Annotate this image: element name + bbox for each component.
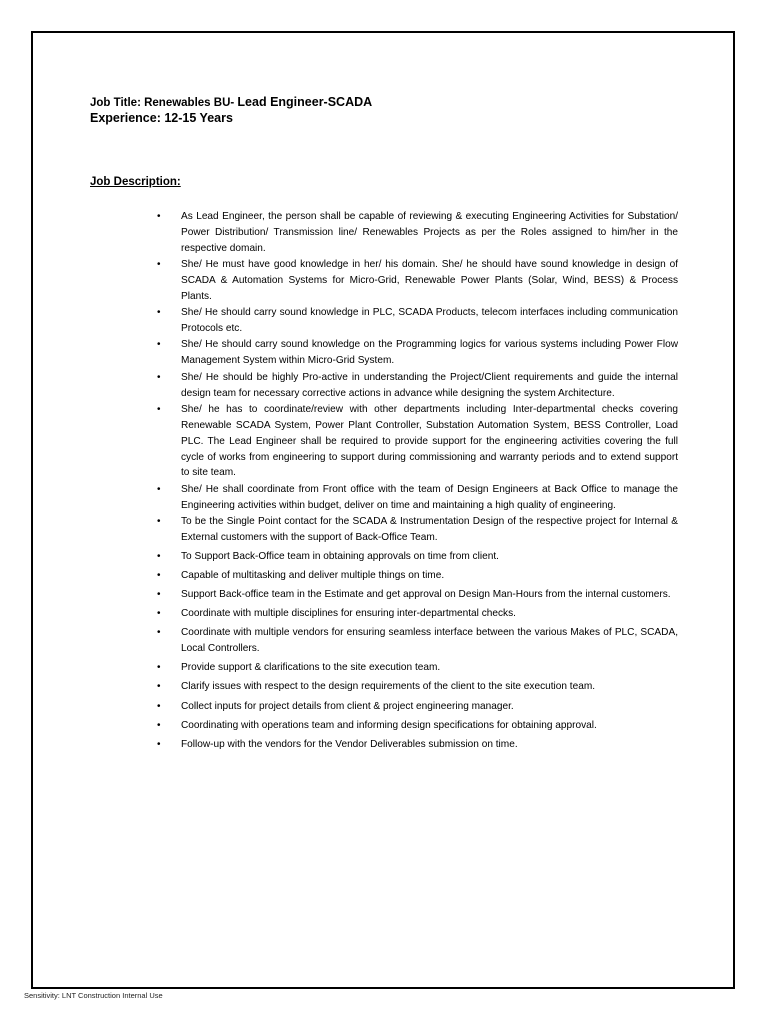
list-item xyxy=(140,718,678,734)
list-item xyxy=(140,209,678,257)
list-item xyxy=(140,568,678,584)
list-item xyxy=(140,737,678,753)
bullet-icon: • xyxy=(157,339,161,351)
bullet-icon: • xyxy=(157,307,161,319)
list-item xyxy=(140,514,678,546)
bullet-icon: • xyxy=(157,719,161,731)
list-item xyxy=(140,549,678,565)
bullet-icon: • xyxy=(157,550,161,562)
job-description-list xyxy=(140,209,678,756)
list-item xyxy=(140,370,678,402)
job-title-value: Lead Engineer-SCADA xyxy=(237,95,373,109)
list-item-text: She/ He shall coordinate from Front office with the team of Design Engineers at Back Office to manage the Engineering activities within budget, deliver on time and maintaining a high quality of engineering. xyxy=(181,483,678,511)
bullet-icon: • xyxy=(157,403,161,415)
job-title xyxy=(90,95,372,109)
list-item-text: Follow-up with the vendors for the Vendor Deliverables submission on time. xyxy=(181,738,518,750)
list-item-text: To be the Single Point contact for the SCADA & Instrumentation Design of the respective project for Internal & External customers with the support of Back-Office Team. xyxy=(181,515,678,543)
list-item xyxy=(140,625,678,657)
list-item xyxy=(140,402,678,482)
bullet-icon: • xyxy=(157,738,161,750)
list-item-text: She/ he has to coordinate/review with other departments including Inter-departmental checks covering Renewable SCADA System, Power Plant Controller, Substation Automation System, BESS Controller, Load PLC. The Lead Engineer shall be required to provide support for the engineering activities covering the full cycle of works from engineering to support during commissioning and warranty periods and to extend support to site team. xyxy=(181,403,678,479)
bullet-icon: • xyxy=(157,589,161,601)
list-item-text: She/ He must have good knowledge in her/ his domain. She/ he should have sound knowledge in design of SCADA & Automation Systems for Micro-Grid, Renewable Power Plants (Solar, Wind, BESS) & Process Plants. xyxy=(181,259,678,302)
bullet-icon: • xyxy=(157,371,161,383)
list-item xyxy=(140,257,678,305)
bullet-icon: • xyxy=(157,211,161,222)
list-item-text: Coordinating with operations team and informing design specifications for obtaining approval. xyxy=(181,719,597,731)
job-description-heading: Job Description: xyxy=(90,176,181,188)
bullet-icon: • xyxy=(157,515,161,527)
list-item-text: Capable of multitasking and deliver multiple things on time. xyxy=(181,570,445,582)
list-item xyxy=(140,606,678,622)
list-item-text: She/ He should carry sound knowledge in PLC, SCADA Products, telecom interfaces including communication Protocols etc. xyxy=(181,307,678,335)
list-item xyxy=(140,587,678,603)
bullet-icon: • xyxy=(157,608,161,620)
list-item-text: She/ He should carry sound knowledge on the Programming logics for various systems including Power Flow Management System within Micro-Grid System. xyxy=(181,339,678,367)
bullet-icon: • xyxy=(157,681,161,693)
bullet-icon: • xyxy=(157,570,161,582)
list-item-text: She/ He should be highly Pro-active in understanding the Project/Client requirements and guide the internal design team for necessary corrective actions in advance while designing the system Architecture. xyxy=(181,371,678,399)
job-title-label: Job Title: Renewables BU- xyxy=(90,97,235,109)
list-item-text: Coordinate with multiple disciplines for ensuring inter-departmental checks. xyxy=(181,608,516,620)
list-item xyxy=(140,482,678,514)
bullet-icon: • xyxy=(157,259,161,271)
list-item xyxy=(140,679,678,695)
list-item xyxy=(140,699,678,715)
experience: Experience: 12-15 Years xyxy=(90,111,233,125)
bullet-icon: • xyxy=(157,700,161,712)
list-item xyxy=(140,305,678,337)
list-item-text: Support Back-office team in the Estimate and get approval on Design Man-Hours from the internal customers. xyxy=(181,589,671,601)
list-item-text: Collect inputs for project details from client & project engineering manager. xyxy=(181,700,514,712)
list-item-text: Provide support & clarifications to the site execution team. xyxy=(181,662,441,674)
list-item xyxy=(140,660,678,676)
list-item xyxy=(140,337,678,369)
bullet-icon: • xyxy=(157,627,161,639)
list-item-text: To Support Back-Office team in obtaining approvals on time from client. xyxy=(181,550,499,562)
sensitivity-footer: Sensitivity: LNT Construction Internal Use xyxy=(24,991,163,1000)
bullet-icon: • xyxy=(157,483,161,495)
bullet-icon: • xyxy=(157,662,161,674)
list-item-text: Clarify issues with respect to the design requirements of the client to the site execution team. xyxy=(181,681,596,693)
list-item-text: Coordinate with multiple vendors for ensuring seamless interface between the various Makes of PLC, SCADA, Local Controllers. xyxy=(181,627,678,655)
list-item-text: As Lead Engineer, the person shall be capable of reviewing & executing Engineering Activities for Substation/ Power Distribution/ Transmission line/ Renewables Projects as per the Roles assigned to him/her in the respective domain. xyxy=(181,211,678,254)
